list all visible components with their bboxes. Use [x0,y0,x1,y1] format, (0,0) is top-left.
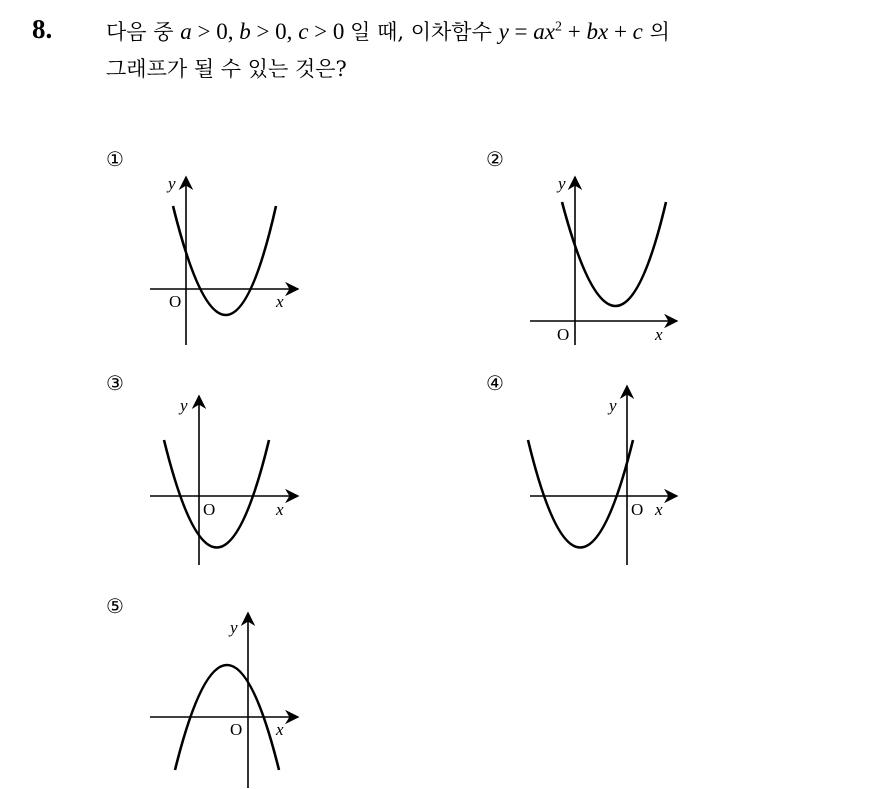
origin-label: O [631,500,644,519]
origin-label: O [557,325,570,344]
choice-1-label[interactable]: ① [106,147,124,171]
y-axis-label: y [558,174,566,193]
y-axis-label: y [609,396,617,415]
x-axis-label: x [655,500,663,519]
x-axis-label: x [276,720,284,739]
y-axis-label: y [230,618,238,637]
x-axis-label: x [276,292,284,311]
question-text-prefix: 다음 중 [106,20,181,44]
choice-5-label[interactable]: ⑤ [106,594,124,618]
question-number: 8. [32,14,53,44]
quadratic-equation: $y = ax^2$ + bx + c [498,19,643,44]
y-axis-label: y [180,396,188,415]
question-text-line-2: 그래프가 될 수 있는 것은? [106,57,347,81]
choice-2-label[interactable]: ② [486,147,504,171]
origin-label: O [203,500,216,519]
x-axis-label: x [276,500,284,519]
condition-math: a > 0, b > 0, c > 0 [180,19,351,44]
origin-label: O [169,292,182,311]
question-text-mid: 일 때, 이차함수 [350,20,499,44]
origin-label: O [230,720,243,739]
y-axis-label: y [168,174,176,193]
x-axis-label: x [655,325,663,344]
question-text-suffix: 의 [642,20,670,44]
choice-3-label[interactable]: ③ [106,371,124,395]
choice-4-label[interactable]: ④ [486,371,504,395]
